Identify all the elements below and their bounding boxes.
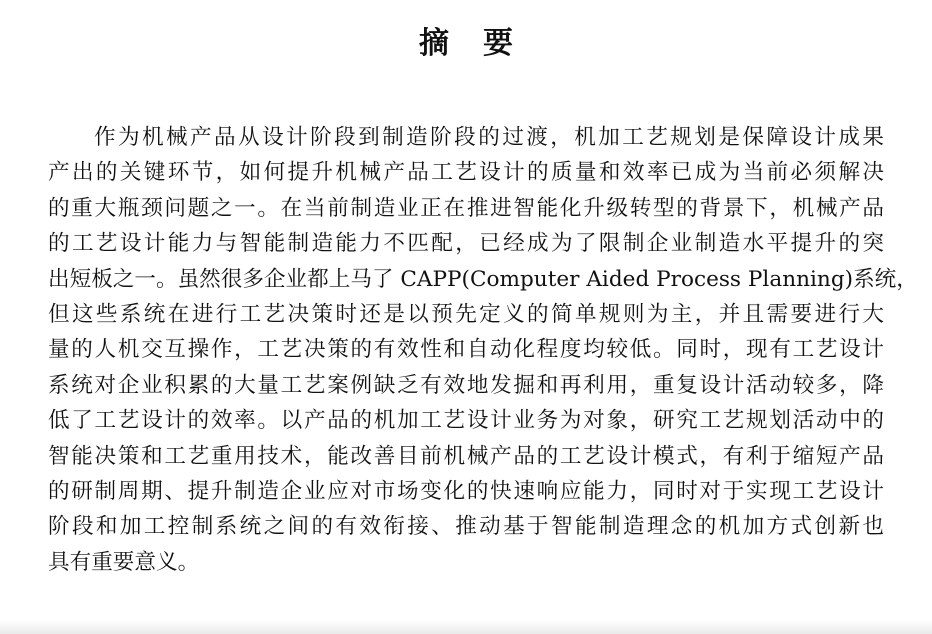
paragraph-line: 出短板之一。虽然很多企业都上马了 CAPP(Computer Aided Process Planning)系统，	[48, 266, 918, 292]
page-bottom-shadow	[0, 620, 932, 634]
paragraph-line: 智能决策和工艺重用技术，能改善目前机械产品的工艺设计模式，有利于缩短产品	[48, 443, 884, 469]
paragraph-line: 的研制周期、提升制造企业应对市场变化的快速响应能力，同时对于实现工艺设计	[48, 478, 884, 504]
paragraph-line: 的重大瓶颈问题之一。在当前制造业正在推进智能化升级转型的背景下，机械产品	[48, 195, 884, 221]
abstract-body	[48, 120, 918, 580]
paragraph-line: 系统对企业积累的大量工艺案例缺乏有效地发掘和再利用，重复设计活动较多，降	[48, 372, 884, 398]
paragraph-line: 低了工艺设计的效率。以产品的机加工艺设计业务为对象，研究工艺规划活动中的	[48, 408, 884, 434]
paragraph-line: 量的人机交互操作，工艺决策的有效性和自动化程度均较低。同时，现有工艺设计	[48, 337, 884, 363]
paragraph-line: 的工艺设计能力与智能制造能力不匹配，已经成为了限制企业制造水平提升的突	[48, 231, 884, 257]
abstract-title: 摘要	[419, 26, 547, 61]
paragraph-line: 具有重要意义。	[48, 549, 200, 575]
paragraph-line: 作为机械产品从设计阶段到制造阶段的过渡，机加工艺规划是保障设计成果	[94, 125, 884, 150]
paragraph-line: 但这些系统在进行工艺决策时还是以预先定义的简单规则为主，并且需要进行大	[48, 301, 884, 327]
paragraph-line: 阶段和加工控制系统之间的有效衔接、推动基于智能制造理念的机加方式创新也	[48, 514, 884, 540]
paragraph-line: 产出的关键环节，如何提升机械产品工艺设计的质量和效率已成为当前必须解决	[48, 160, 884, 186]
